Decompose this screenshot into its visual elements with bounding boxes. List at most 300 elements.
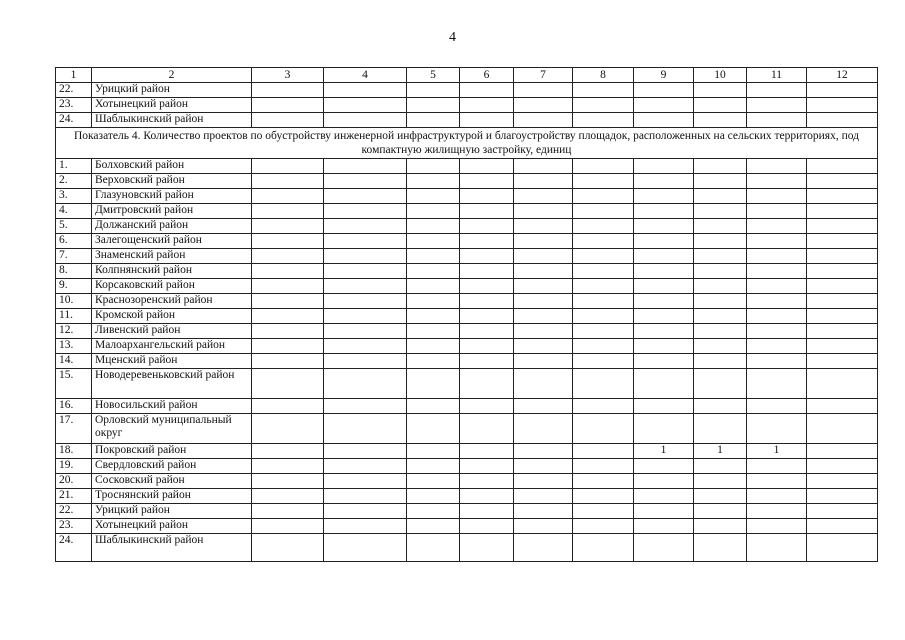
row-number: 4. [56,204,92,219]
value-cell [807,174,878,189]
table-row [56,174,878,189]
value-cell [573,234,634,249]
value-cell [407,519,460,534]
value-cell [634,83,694,98]
value-cell [807,444,878,459]
value-cell [407,459,460,474]
value-cell [694,309,747,324]
value-cell [747,534,807,562]
value-cell [324,98,407,113]
value-cell [634,504,694,519]
value-cell [514,249,573,264]
table-row [56,279,878,294]
value-cell [694,369,747,399]
value-cell [324,534,407,562]
value-cell [514,504,573,519]
row-number: 22. [56,504,92,519]
column-header: 4 [324,68,407,83]
table-row [56,249,878,264]
value-cell [324,113,407,128]
value-cell [252,234,324,249]
value-cell [634,249,694,264]
value-cell [514,489,573,504]
row-number: 7. [56,249,92,264]
value-cell [407,354,460,369]
value-cell [573,98,634,113]
value-cell [694,174,747,189]
value-cell [573,489,634,504]
value-cell: 1 [634,444,694,459]
value-cell [324,459,407,474]
value-cell [694,264,747,279]
table-row [56,474,878,489]
value-cell [514,219,573,234]
value-cell [573,159,634,174]
value-cell [460,113,514,128]
row-number: 21. [56,489,92,504]
table-row [56,294,878,309]
value-cell [634,369,694,399]
value-cell [407,369,460,399]
value-cell [573,354,634,369]
value-cell [514,414,573,444]
value-cell: 1 [747,444,807,459]
value-cell [514,339,573,354]
row-number: 8. [56,264,92,279]
value-cell [634,474,694,489]
value-cell [324,189,407,204]
row-number: 24. [56,534,92,562]
value-cell [324,249,407,264]
district-name: Дмитровский район [92,204,252,219]
value-cell [514,113,573,128]
district-name: Глазуновский район [92,189,252,204]
value-cell [407,309,460,324]
row-number: 18. [56,444,92,459]
value-cell [324,83,407,98]
value-cell [807,519,878,534]
value-cell [407,174,460,189]
value-cell [747,249,807,264]
value-cell [634,189,694,204]
value-cell [252,444,324,459]
value-cell [573,249,634,264]
value-cell [807,294,878,309]
district-name: Корсаковский район [92,279,252,294]
value-cell [324,474,407,489]
value-cell [460,189,514,204]
column-header: 8 [573,68,634,83]
row-number: 23. [56,98,92,113]
value-cell [514,399,573,414]
value-cell [807,219,878,234]
value-cell [514,174,573,189]
district-name: Новосильский район [92,399,252,414]
value-cell [407,219,460,234]
value-cell [807,414,878,444]
value-cell [573,309,634,324]
value-cell [634,414,694,444]
value-cell [324,174,407,189]
value-cell [514,234,573,249]
value-cell [634,354,694,369]
value-cell [807,113,878,128]
value-cell [324,159,407,174]
value-cell [807,474,878,489]
value-cell [460,264,514,279]
value-cell [252,98,324,113]
value-cell [460,369,514,399]
table-row [56,504,878,519]
value-cell [324,444,407,459]
value-cell [807,399,878,414]
row-number: 23. [56,519,92,534]
indicator-title: Показатель 4. Количество проектов по обустройству инженерной инфраструктурой и благоустройству площадок, расположенных на сельских территориях, под компактную жилищную застройку, единиц [56,128,878,159]
value-cell [252,339,324,354]
value-cell [252,459,324,474]
value-cell [324,234,407,249]
value-cell [634,159,694,174]
value-cell [460,444,514,459]
value-cell [407,113,460,128]
value-cell [747,83,807,98]
value-cell [694,489,747,504]
value-cell [747,339,807,354]
value-cell [694,189,747,204]
value-cell [747,354,807,369]
district-name: Хотынецкий район [92,98,252,113]
district-name: Знаменский район [92,249,252,264]
district-name: Хотынецкий район [92,519,252,534]
row-number: 19. [56,459,92,474]
value-cell [407,83,460,98]
value-cell [324,339,407,354]
value-cell [407,474,460,489]
value-cell [747,324,807,339]
value-cell [460,309,514,324]
indicator-row [56,128,878,159]
value-cell [694,279,747,294]
district-name: Покровский район [92,444,252,459]
indicator-table [55,67,878,562]
value-cell [514,309,573,324]
value-cell [747,309,807,324]
value-cell [407,204,460,219]
value-cell [514,294,573,309]
value-cell [573,459,634,474]
value-cell [807,83,878,98]
value-cell [694,204,747,219]
value-cell [747,459,807,474]
value-cell [573,444,634,459]
value-cell [573,204,634,219]
value-cell [252,174,324,189]
value-cell [252,354,324,369]
value-cell [252,489,324,504]
value-cell [634,309,694,324]
row-number: 14. [56,354,92,369]
row-number: 2. [56,174,92,189]
table-row [56,159,878,174]
value-cell [573,504,634,519]
value-cell [407,414,460,444]
value-cell [634,519,694,534]
value-cell [407,339,460,354]
value-cell [324,369,407,399]
value-cell [807,369,878,399]
value-cell [747,414,807,444]
value-cell [747,98,807,113]
value-cell [252,399,324,414]
value-cell [252,519,324,534]
district-name: Верховский район [92,174,252,189]
value-cell [634,98,694,113]
value-cell [407,294,460,309]
column-header: 11 [747,68,807,83]
column-header: 2 [92,68,252,83]
value-cell [807,534,878,562]
row-number: 10. [56,294,92,309]
column-header-row [56,68,878,83]
district-name: Сосковский район [92,474,252,489]
value-cell [747,113,807,128]
page-number: 4 [449,30,456,45]
table-body [56,68,878,562]
value-cell [460,83,514,98]
value-cell [573,534,634,562]
value-cell [807,354,878,369]
value-cell [747,264,807,279]
value-cell [407,264,460,279]
value-cell [460,234,514,249]
value-cell [252,113,324,128]
value-cell [460,399,514,414]
value-cell [807,279,878,294]
value-cell [252,369,324,399]
row-number: 13. [56,339,92,354]
row-number: 3. [56,189,92,204]
value-cell [514,264,573,279]
district-name: Орловский муниципальный округ [92,414,252,444]
district-name: Шаблыкинский район [92,534,252,562]
value-cell [460,489,514,504]
value-cell [807,504,878,519]
value-cell [747,474,807,489]
value-cell [460,339,514,354]
value-cell [694,399,747,414]
table-row [56,234,878,249]
row-number: 12. [56,324,92,339]
value-cell [807,309,878,324]
value-cell [694,294,747,309]
value-cell [460,459,514,474]
value-cell [694,249,747,264]
value-cell [747,174,807,189]
value-cell [573,414,634,444]
value-cell [514,474,573,489]
value-cell [573,474,634,489]
value-cell [514,459,573,474]
value-cell [407,189,460,204]
table-row [56,113,878,128]
row-number: 16. [56,399,92,414]
value-cell [694,414,747,444]
value-cell [324,354,407,369]
value-cell [252,219,324,234]
value-cell [514,324,573,339]
value-cell [573,519,634,534]
value-cell [573,189,634,204]
value-cell [747,159,807,174]
district-name: Новодеревеньковский район [92,369,252,399]
value-cell [573,399,634,414]
value-cell [324,309,407,324]
value-cell [634,339,694,354]
value-cell [514,279,573,294]
table-row [56,519,878,534]
value-cell [573,83,634,98]
district-name: Шаблыкинский район [92,113,252,128]
value-cell [634,294,694,309]
value-cell [694,113,747,128]
district-name: Урицкий район [92,83,252,98]
value-cell [694,83,747,98]
value-cell [407,279,460,294]
table-row [56,399,878,414]
value-cell [407,249,460,264]
value-cell [634,279,694,294]
row-number: 24. [56,113,92,128]
value-cell [252,189,324,204]
value-cell [324,399,407,414]
value-cell [324,489,407,504]
table-row [56,309,878,324]
row-number: 11. [56,309,92,324]
value-cell [252,474,324,489]
value-cell [407,489,460,504]
district-name: Ливенский район [92,324,252,339]
value-cell [747,204,807,219]
table-row [56,264,878,279]
value-cell [252,83,324,98]
table-row [56,354,878,369]
value-cell [694,519,747,534]
column-header: 3 [252,68,324,83]
value-cell [634,264,694,279]
value-cell [807,189,878,204]
value-cell [747,234,807,249]
value-cell [807,159,878,174]
value-cell [573,294,634,309]
table-row [56,369,878,399]
value-cell [634,174,694,189]
value-cell [460,294,514,309]
value-cell [407,234,460,249]
value-cell [634,219,694,234]
value-cell [634,459,694,474]
district-name: Кромской район [92,309,252,324]
column-header: 12 [807,68,878,83]
value-cell [460,534,514,562]
value-cell [460,219,514,234]
value-cell [747,519,807,534]
value-cell [573,264,634,279]
table-row [56,534,878,562]
value-cell [634,399,694,414]
table-row [56,489,878,504]
value-cell [460,414,514,444]
table-row [56,414,878,444]
value-cell [694,234,747,249]
value-cell [252,414,324,444]
district-name: Залегощенский район [92,234,252,249]
value-cell [460,519,514,534]
value-cell [634,204,694,219]
value-cell [324,414,407,444]
row-number: 17. [56,414,92,444]
value-cell [514,444,573,459]
district-name: Болховский район [92,159,252,174]
value-cell [324,294,407,309]
value-cell [634,534,694,562]
value-cell [514,534,573,562]
value-cell: 1 [694,444,747,459]
value-cell [460,474,514,489]
district-name: Должанский район [92,219,252,234]
value-cell [634,489,694,504]
value-cell [573,324,634,339]
table-row [56,339,878,354]
column-header: 6 [460,68,514,83]
value-cell [460,324,514,339]
value-cell [807,489,878,504]
value-cell [694,339,747,354]
value-cell [514,369,573,399]
table-row [56,324,878,339]
value-cell [514,204,573,219]
value-cell [694,534,747,562]
value-cell [252,204,324,219]
row-number: 5. [56,219,92,234]
column-header: 7 [514,68,573,83]
district-name: Малоархангельский район [92,339,252,354]
value-cell [694,474,747,489]
value-cell [573,219,634,234]
value-cell [634,113,694,128]
value-cell [573,369,634,399]
table-row [56,189,878,204]
row-number: 1. [56,159,92,174]
row-number: 20. [56,474,92,489]
value-cell [747,294,807,309]
value-cell [460,204,514,219]
column-header: 10 [694,68,747,83]
value-cell [407,399,460,414]
district-name: Свердловский район [92,459,252,474]
row-number: 6. [56,234,92,249]
value-cell [694,159,747,174]
district-name: Троснянский район [92,489,252,504]
value-cell [460,98,514,113]
value-cell [460,504,514,519]
value-cell [807,204,878,219]
district-name: Колпнянский район [92,264,252,279]
value-cell [694,219,747,234]
value-cell [514,519,573,534]
value-cell [694,98,747,113]
table-row [56,98,878,113]
row-number: 9. [56,279,92,294]
